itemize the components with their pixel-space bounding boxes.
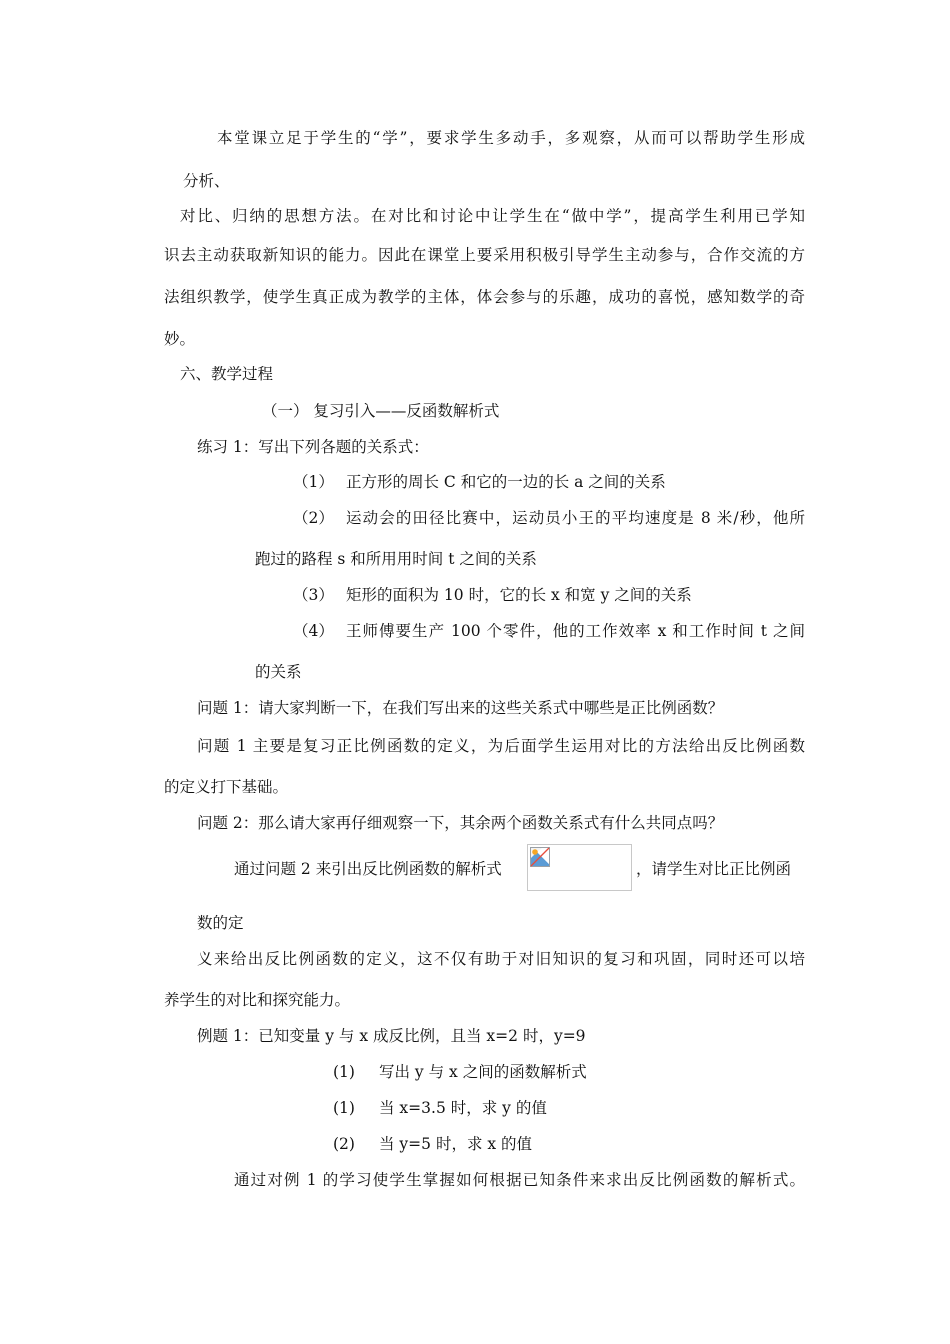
- formula-image-placeholder: [527, 844, 632, 891]
- exercise1-item3-text: 矩形的面积为 10 时，它的长 x 和宽 y 之间的关系: [346, 586, 692, 604]
- para1-line1: 本堂课立足于学生的“学”，要求学生多动手，多观察，从而可以帮助学生形成: [217, 129, 805, 147]
- conclusion: 通过对例 1 的学习使学生掌握如何根据已知条件来求出反比例函数的解析式。: [234, 1171, 805, 1189]
- question2: 问题 2：那么请大家再仔细观察一下，其余两个函数关系式有什么共同点吗？: [197, 814, 724, 832]
- exercise1-item2-num: （2）: [293, 509, 334, 527]
- example1-item1-num: (1): [333, 1063, 355, 1081]
- example1-item3-text: 当 y=5 时，求 x 的值: [379, 1135, 533, 1153]
- exercise1-item1-text: 正方形的周长 C 和它的一边的长 a 之间的关系: [346, 473, 666, 491]
- broken-image-icon: [530, 847, 550, 867]
- question2-note-line2: 数的定: [197, 914, 244, 932]
- question2-note-before: 通过问题 2 来引出反比例函数的解析式: [234, 860, 502, 878]
- exercise1-item2-cont: 跑过的路程 s 和所用用时间 t 之间的关系: [255, 550, 537, 568]
- exercise1-item2-text: 运动会的田径比赛中，运动员小王的平均速度是 8 米/秒，他所: [346, 509, 805, 527]
- question1-note-line1: 问题 1 主要是复习正比例函数的定义，为后面学生运用对比的方法给出反比例函数: [197, 737, 805, 755]
- exercise1-item4-cont: 的关系: [255, 663, 302, 681]
- exercise1-item3-num: （3）: [293, 586, 334, 604]
- question2-note-line4: 养学生的对比和探究能力。: [164, 991, 351, 1009]
- example1-item1-text: 写出 y 与 x 之间的函数解析式: [379, 1063, 587, 1081]
- subsection-title: （一） 复习引入——反函数解析式: [262, 402, 500, 420]
- exercise1-item1-num: （1）: [293, 473, 334, 491]
- para1-line4: 识去主动获取新知识的能力。因此在课堂上要采用积极引导学生主动参与，合作交流的方: [164, 246, 805, 264]
- example1-item3-num: (2): [333, 1135, 355, 1153]
- para1-line3: 对比、归纳的思想方法。在对比和讨论中让学生在“做中学”，提高学生利用已学知: [180, 207, 805, 225]
- exercise1-item4-num: （4）: [293, 622, 334, 640]
- para1-line6: 妙。: [164, 330, 196, 348]
- para1-line5: 法组织教学，使学生真正成为教学的主体，体会参与的乐趣，成功的喜悦，感知数学的奇: [164, 288, 805, 306]
- question1: 问题 1：请大家判断一下，在我们写出来的这些关系式中哪些是正比例函数？: [197, 699, 724, 717]
- exercise1-title: 练习 1：写出下列各题的关系式：: [197, 438, 429, 456]
- para1-line2: 分析、: [183, 172, 230, 190]
- exercise1-item4-text: 王师傅要生产 100 个零件，他的工作效率 x 和工作时间 t 之间: [346, 622, 805, 640]
- question2-note-line3: 义来给出反比例函数的定义，这不仅有助于对旧知识的复习和巩固，同时还可以培: [197, 950, 805, 968]
- example1-title: 例题 1：已知变量 y 与 x 成反比例，且当 x=2 时，y=9: [197, 1027, 586, 1045]
- section-title: 六、教学过程: [180, 365, 274, 383]
- question2-note-after: ，请学生对比正比例函: [636, 860, 792, 878]
- example1-item2-num: (1): [333, 1099, 355, 1117]
- example1-item2-text: 当 x=3.5 时，求 y 的值: [379, 1099, 547, 1117]
- question1-note-line2: 的定义打下基础。: [164, 778, 289, 796]
